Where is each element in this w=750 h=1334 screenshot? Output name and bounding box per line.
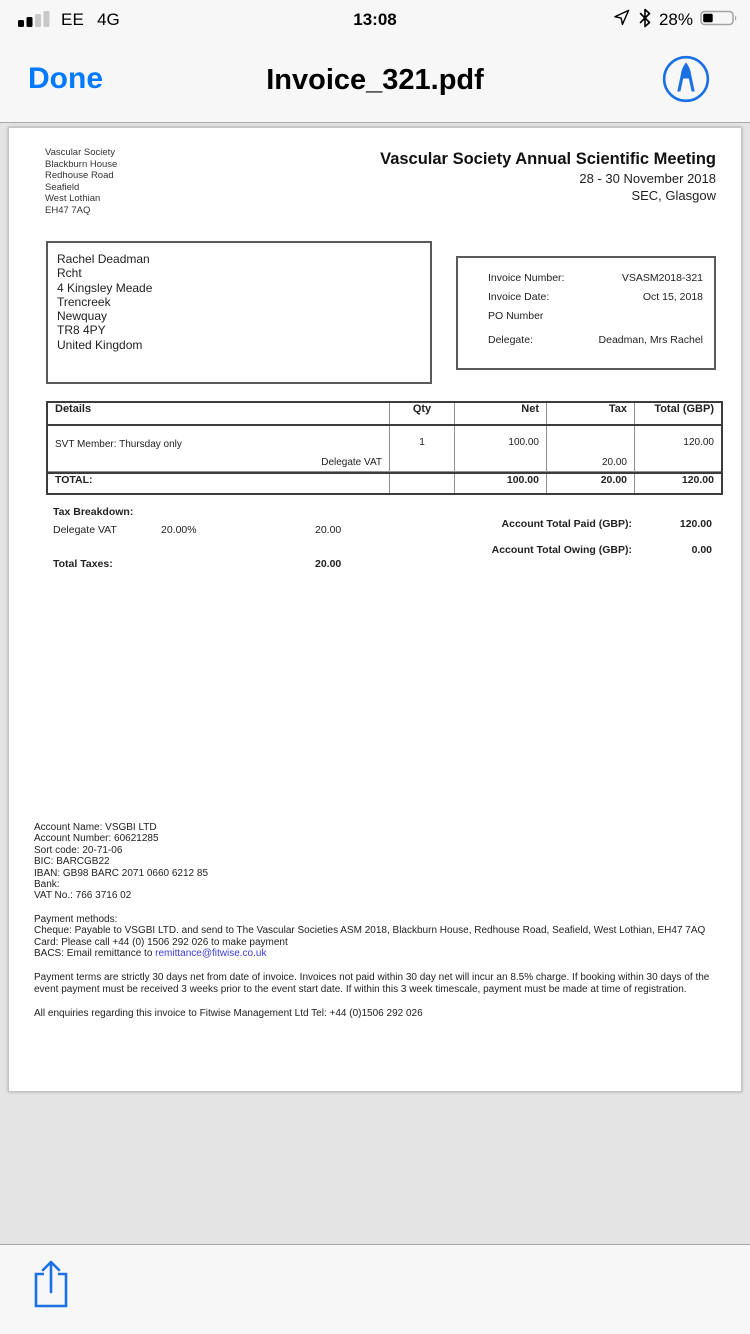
header-total: Total (GBP) xyxy=(634,403,721,424)
delegate-label: Delegate: xyxy=(488,334,533,346)
recipient-line: Newquay xyxy=(57,309,108,324)
header-qty: Qty xyxy=(389,403,454,424)
recipient-address-box xyxy=(46,241,432,384)
bank-line: IBAN: GB98 BARC 2071 0660 6212 85 xyxy=(34,867,209,879)
status-right-cluster xyxy=(612,0,740,40)
share-icon[interactable] xyxy=(26,1255,78,1317)
bacs-prefix: BACS: Email remittance to xyxy=(34,948,156,960)
recipient-line: Rcht xyxy=(57,266,82,281)
pdf-viewer[interactable] xyxy=(0,124,750,1244)
total-row-label: TOTAL: xyxy=(55,474,93,486)
tax-value: 20.00 xyxy=(601,457,627,468)
bottom-toolbar xyxy=(0,1244,750,1334)
bank-line: Bank: xyxy=(34,879,60,891)
line-item-vat-label: Delegate VAT xyxy=(321,457,382,468)
line-item-net xyxy=(454,426,546,471)
event-venue: SEC, Glasgow xyxy=(631,188,716,203)
carrier-label: EE xyxy=(61,10,85,29)
document-title: Invoice_321.pdf xyxy=(266,64,484,96)
total-row-total: 120.00 xyxy=(634,474,721,493)
total-row-tax: 20.00 xyxy=(546,474,634,493)
invoice-details-table xyxy=(46,401,723,495)
total-row-net: 100.00 xyxy=(454,474,546,493)
bank-line: Sort code: 20-71-06 xyxy=(34,844,123,856)
bank-details xyxy=(34,822,208,902)
net-value: 100.00 xyxy=(508,437,539,448)
line-item-qty xyxy=(389,426,454,471)
bank-line: BIC: BARCGB22 xyxy=(34,856,110,868)
payment-methods-heading: Payment methods: xyxy=(34,914,118,925)
recipient-line: United Kingdom xyxy=(57,337,143,352)
tax-breakdown-name: Delegate VAT xyxy=(53,524,117,536)
enquiries-line: All enquiries regarding this invoice to Fitwise Management Ltd Tel: +44 (0)1506 292 026 xyxy=(34,1008,423,1019)
recipient-line: Trencreek xyxy=(57,294,111,309)
battery-percent-label: 28% xyxy=(658,10,693,29)
invoice-date-label: Invoice Date: xyxy=(488,291,550,303)
bank-line: Account Number: 60621285 xyxy=(34,833,159,845)
account-paid-value: 120.00 xyxy=(679,518,712,530)
header-tax: Tax xyxy=(546,403,634,424)
account-owing-label: Account Total Owing (GBP): xyxy=(491,544,632,556)
sender-line: Vascular Society xyxy=(45,147,116,158)
status-bar xyxy=(0,0,750,40)
sender-line: Seafield xyxy=(45,181,80,193)
payment-card-line: Card: Please call +44 (0) 1506 292 026 to make payment xyxy=(34,936,288,948)
done-button[interactable]: Done xyxy=(28,62,103,95)
account-owing-value: 0.00 xyxy=(691,544,712,556)
clock: 13:08 xyxy=(353,10,397,29)
recipient-line: Rachel Deadman xyxy=(57,252,150,266)
recipient-line: 4 Kingsley Meade xyxy=(57,280,153,295)
payment-methods xyxy=(34,914,705,960)
tax-breakdown-amount: 20.00 xyxy=(315,524,342,536)
po-number-label: PO Number xyxy=(488,310,544,322)
total-taxes-label: Total Taxes: xyxy=(53,558,113,570)
line-item-tax xyxy=(546,426,634,471)
total-value: 120.00 xyxy=(683,437,714,448)
invoice-number-value: VSASM2018-321 xyxy=(621,272,703,284)
table-row xyxy=(48,426,721,472)
nav-bar xyxy=(0,40,750,123)
invoice-info-box xyxy=(456,256,716,370)
sender-line: Redhouse Road xyxy=(45,170,114,181)
tax-breakdown-rate: 20.00% xyxy=(161,524,197,536)
total-row-qty xyxy=(389,474,454,493)
payment-bacs-line xyxy=(34,948,705,959)
invoice-date-value: Oct 15, 2018 xyxy=(642,291,703,303)
line-item-total xyxy=(634,426,721,471)
total-taxes-amount: 20.00 xyxy=(315,558,342,570)
qty-value: 1 xyxy=(419,437,425,448)
account-paid-label: Account Total Paid (GBP): xyxy=(501,518,632,530)
table-total-row xyxy=(48,472,721,493)
bank-line: VAT No.: 766 3716 02 xyxy=(34,890,132,902)
pdf-page xyxy=(8,127,742,1092)
battery-icon xyxy=(700,9,740,32)
invoice-number-label: Invoice Number: xyxy=(488,272,565,284)
bluetooth-icon xyxy=(638,8,652,33)
recipient-line: TR8 4PY xyxy=(57,323,106,338)
table-header-row xyxy=(48,403,721,426)
remittance-email-link[interactable]: remittance@fitwise.co.uk xyxy=(155,948,267,960)
sender-line: West Lothian xyxy=(45,193,101,204)
line-item-description: SVT Member: Thursday only xyxy=(55,439,182,450)
event-header xyxy=(380,150,716,203)
markup-pen-icon[interactable] xyxy=(660,53,712,105)
bank-line: Account Name: VSGBI LTD xyxy=(34,822,157,833)
network-type-label: 4G xyxy=(97,10,120,29)
sender-line: Blackburn House xyxy=(45,158,118,170)
line-item-details xyxy=(48,426,389,471)
tax-breakdown-heading: Tax Breakdown: xyxy=(53,506,134,518)
event-dates: 28 - 30 November 2018 xyxy=(579,171,716,186)
location-arrow-icon xyxy=(612,8,631,32)
sender-address xyxy=(45,147,117,216)
delegate-value: Deadman, Mrs Rachel xyxy=(598,334,703,346)
header-net: Net xyxy=(454,403,546,424)
header-details: Details xyxy=(55,403,92,415)
payment-cheque-line: Cheque: Payable to VSGBI LTD. and send to The Vascular Societies ASM 2018, Blackburn House, Redhouse Road, Seafield, West Lothian, EH47 7AQ xyxy=(34,925,706,937)
event-title: Vascular Society Annual Scientific Meeting xyxy=(380,150,716,168)
sender-line: EH47 7AQ xyxy=(45,204,91,216)
payment-terms: Payment terms are strictly 30 days net from date of invoice. Invoices not paid within 30 day net will incur an 8.5% charge. If booking within 30 days of the event payment must be received 3 weeks prior to the event start date. If within this 3 week timescale, payment must be made at time of registration. xyxy=(34,972,710,995)
